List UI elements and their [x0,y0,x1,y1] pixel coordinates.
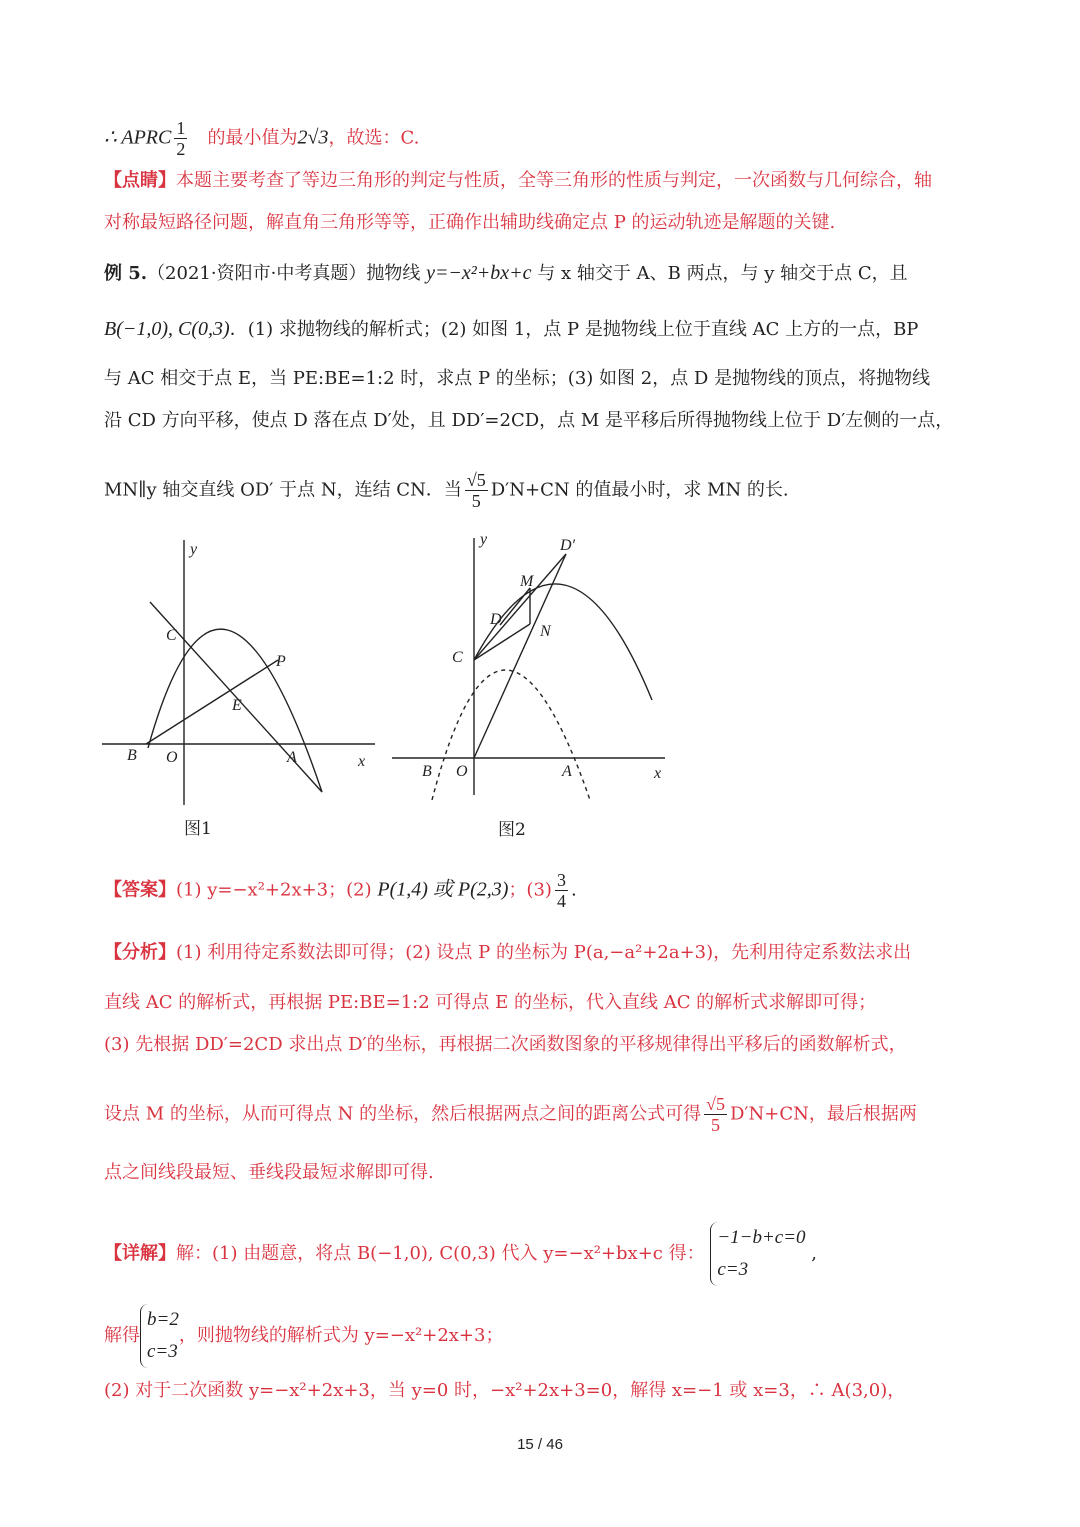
den: 5 [471,491,481,511]
dianjing-line1 [104,168,932,194]
example-line1 [104,260,908,287]
num: √5 [466,470,486,490]
tag: 【详解】 [104,1243,176,1264]
num: 3 [556,870,566,890]
text: (1) 利用待定系数法即可得；(2) 设点 P 的坐标为 P(a,−a²+2a+3)，先利用待定系数法求出 [176,942,912,963]
label: y [480,531,488,548]
den: 2 [176,139,186,159]
label: x [654,765,662,782]
text: 本题主要考查了等边三角形的判定与性质，全等三角形的性质与判定，一次函数与几何综合，轴 [176,170,932,191]
expr: ∴ APRC [104,126,172,149]
example-line3: 与 AC 相交于点 E，当 PE:BE=1:2 时，求点 P 的坐标；(3) 如图 2，点 D 是抛物线的顶点，将抛物线 [104,368,931,389]
figure-2 [390,530,680,810]
analysis-line3: (3) 先根据 DD′=2CD 求出点 D′的坐标，再根据二次函数图象的平移规律得出平移后的函数解析式， [104,1034,907,1055]
text: D′N+CN，最后根据两 [729,1103,917,1125]
fraction [174,118,187,159]
text: 设点 M 的坐标，从而可得点 N 的坐标，然后根据两点之间的距离公式可得 [104,1103,702,1125]
den: 4 [556,891,566,911]
page-number: 15 / 46 [517,1436,563,1453]
label: P [276,653,286,670]
label: D′ [560,537,576,554]
detail-line2 [104,1304,503,1368]
label: C [166,627,177,644]
label: M [520,573,534,590]
text: (1) y=−x²+2x+3；(2) [176,879,378,901]
num: √5 [706,1094,725,1114]
label: A [562,763,572,780]
tag: 【答案】 [104,879,176,901]
analysis-line5: 点之间线段最短、垂线段最短求解即可得. [104,1162,434,1183]
line-bp [146,660,278,744]
translated-parabola [474,584,652,700]
expr: P(1,4) 或 P(2,3) [377,878,509,901]
den: 5 [711,1115,721,1135]
tag: 【点睛】 [104,170,176,191]
label: B [127,747,137,764]
expr: 2√3 [297,126,329,149]
conclusion-line [104,118,419,159]
text: ，故选：C. [328,127,420,149]
text: ，则抛物线的解析式为 y=−x²+2x+3； [178,1325,504,1346]
figure-1-caption: 图1 [184,819,212,839]
analysis-line1 [104,940,911,966]
label: A [287,749,297,766]
text: 与 x 轴交于 A、B 两点，与 y 轴交于点 C，且 [537,263,908,284]
label: C [452,649,463,666]
answer-line: 【答案】(1) y=−x²+2x+3；(2) P(1,4) 或 P(2,3)；(3) $\frac{3}{4}$ . [104,870,577,911]
analysis-line4 [104,1094,917,1135]
label: B [422,763,432,780]
fraction [465,470,488,511]
text: MN∥y 轴交直线 OD′ 于点 N，连结 CN．当 [104,479,462,501]
equation-system [140,1304,179,1368]
text: ；(3) [508,879,552,901]
eq: −1−b+c=0 [717,1227,806,1248]
text: 解：(1) 由题意，将点 B(−1,0), C(0,3) 代入 y=−x²+bx+c 得： [176,1243,705,1264]
figure-1 [100,530,390,810]
eq: c=3 [717,1259,749,1280]
detail-line1: 【详解】解：(1) 由题意，将点 B(−1,0), C(0,3) 代入 y=−x²+bx+c 得： −1−b+c=0 c=3 , [104,1222,817,1286]
label: E [232,697,242,714]
detail-line3: (2) 对于二次函数 y=−x²+2x+3，当 y=0 时，−x²+2x+3=0，解得 x=−1 或 x=3，∴ A(3,0)， [104,1380,906,1401]
tag: 【分析】 [104,942,176,963]
fraction [704,1094,727,1135]
label: x [358,753,366,770]
eq: c=3 [147,1341,178,1362]
label: O [166,749,178,766]
text: 的最小值为 [207,127,298,149]
label: y [190,541,198,558]
original-parabola [432,670,590,800]
example-line4: 沿 CD 方向平移，使点 D 落在点 D′处，且 DD′=2CD，点 M 是平移后所得抛物线上位于 D′左侧的一点， [104,410,954,431]
label: N [540,623,551,640]
num: 1 [176,118,186,138]
dianjing-line2: 对称最短路径问题，解直角三角形等等，正确作出辅助线确定点 P 的运动轨迹是解题的关键. [104,212,836,233]
text: D′N+CN 的值最小时，求 MN 的长. [490,479,789,501]
fraction [555,870,568,911]
example-line5 [104,470,789,511]
label: D [490,611,502,628]
analysis-line2: 直线 AC 的解析式，再根据 PE:BE=1:2 可得点 E 的坐标，代入直线 AC 的解析式求解即可得； [104,992,877,1013]
expr: y=−x²+bx+c [426,262,532,284]
text: 解得 [104,1325,140,1346]
label: O [456,763,468,780]
eq: b=2 [147,1309,179,1330]
example-label: 例 5. [104,263,148,284]
expr: B(−1,0), C(0,3) [104,318,230,340]
equation-system [710,1222,805,1286]
text: ．(1) 求抛物线的解析式；(2) 如图 1，点 P 是抛物线上位于直线 AC 上方的一点，BP [229,319,919,340]
text: （2021·资阳市·中考真题）抛物线 [147,263,421,284]
figure-2-caption: 图2 [498,820,526,840]
example-line2 [104,316,918,343]
